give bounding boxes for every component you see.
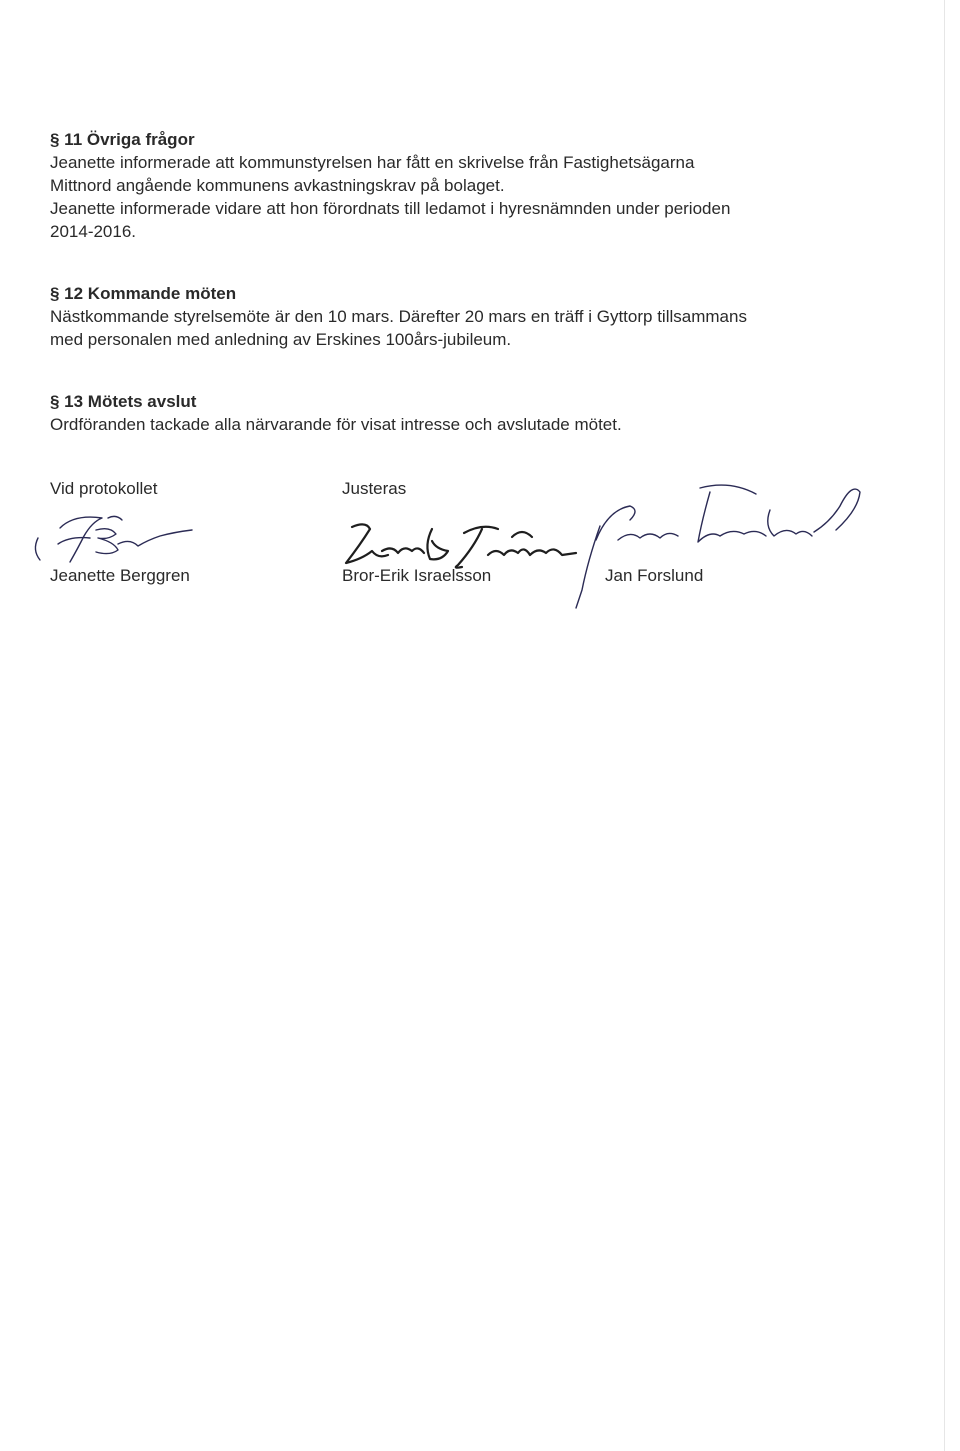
section-line: med personalen med anledning av Erskines 100års-jubileum.	[50, 330, 512, 349]
section-heading: § 13 Mötets avslut	[50, 392, 197, 411]
signer-name-jan: Jan Forslund	[605, 566, 704, 585]
section-line: Nästkommande styrelsemöte är den 10 mars. Därefter 20 mars en träff i Gyttorp tillsammans	[50, 307, 747, 326]
section-line: Mittnord angående kommunens avkastningskrav på bolaget.	[50, 176, 505, 195]
section-line: Jeanette informerade att kommunstyrelsen har fått en skrivelse från Fastighetsägarna	[50, 153, 695, 172]
signer-name-bror-erik: Bror-Erik Israelsson	[342, 566, 492, 585]
section-11	[50, 128, 930, 243]
verify-label: Justeras	[342, 479, 407, 498]
section-heading: § 12 Kommande möten	[50, 284, 237, 303]
signature-jan	[560, 470, 870, 610]
section-12	[50, 282, 930, 351]
section-13	[50, 390, 930, 436]
protocol-label: Vid protokollet	[50, 479, 158, 498]
section-line: 2014-2016.	[50, 222, 137, 241]
scan-edge-line	[944, 0, 945, 1451]
section-line: Ordföranden tackade alla närvarande för visat intresse och avslutade mötet.	[50, 415, 622, 434]
signer-name-jeanette: Jeanette Berggren	[50, 566, 190, 585]
section-heading: § 11 Övriga frågor	[50, 130, 195, 149]
section-line: Jeanette informerade vidare att hon förordnats till ledamot i hyresnämnden under perioden	[50, 199, 731, 218]
